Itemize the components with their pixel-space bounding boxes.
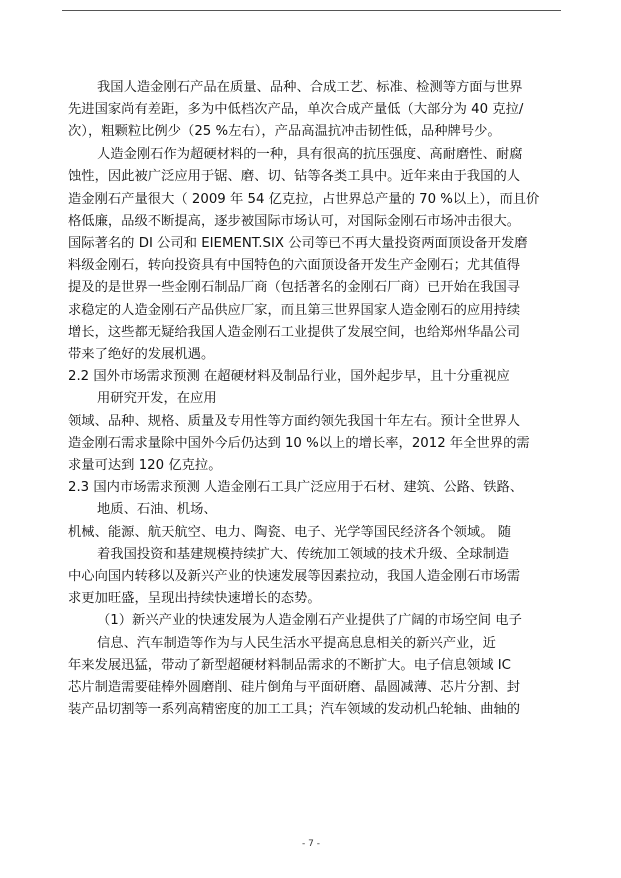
body-line: 中心向国内转移以及新兴产业的快速发展等因素拉动，我国人造金刚石市场需 [68, 569, 521, 584]
body-line: 国际著名的 DI 公司和 EIEMENT.SIX 公司等已不再大量投资两面顶设备开发磨 [68, 236, 528, 251]
body-line: 增长，这些都无疑给我国人造金刚石工业提供了发展空间，也给郑州华晶公司 [68, 325, 521, 340]
body-line: 造金刚石需求量除中国外今后仍达到 10 %以上的增长率，2012 年全世界的需 [68, 436, 530, 451]
body-line: 地质、石油、机场、 [97, 502, 217, 517]
body-line: 求量可达到 120 亿克拉。 [68, 458, 222, 473]
body-line: 用研究开发，在应用 [97, 391, 217, 406]
body-line: 年来发展迅猛，带动了新型超硬材料制品需求的不断扩大。电子信息领域 IC [68, 658, 511, 673]
body-line: 求更加旺盛，呈现出持续快速增长的态势。 [68, 591, 321, 606]
body-line: 格低廉，品级不断提高，逐步被国际市场认可，对国际金刚石市场冲击很大。 [68, 214, 521, 229]
body-line: 造金刚石产量很大（ 2009 年 54 亿克拉，占世界总产量的 70 %以上），而且价 [68, 192, 540, 207]
body-line: 次），粗颗粒比例少（25 %左右），产品高温抗冲击韧性低，品种牌号少。 [68, 124, 501, 139]
body-line: 人造金刚石作为超硬材料的一种，具有很高的抗压强度、高耐磨性、耐腐 [97, 147, 523, 162]
page-number: - 7 - [302, 839, 320, 849]
body-line: 装产品切割等一系列高精密度的加工工具；汽车领域的发动机凸轮轴、曲轴的 [68, 702, 521, 717]
body-line: 机械、能源、航天航空、电力、陶瓷、电子、光学等国民经济各个领域。 随 [68, 525, 512, 540]
section-heading-2-2: 2.2 国外市场需求预测 在超硬材料及制品行业，国外起步早，且十分重视应 [68, 369, 510, 384]
body-line: 我国人造金刚石产品在质量、品种、合成工艺、标准、检测等方面与世界 [97, 80, 523, 95]
subsection-heading-1: （1）新兴产业的快速发展为人造金刚石产业提供了广阔的市场空间 电子 [97, 613, 522, 628]
body-line: 求稳定的人造金刚石产品供应厂家，而且第三世界国家人造金刚石的应用持续 [68, 303, 521, 318]
body-line: 料级金刚石，转向投资具有中国特色的六面顶设备开发生产金刚石；尤其值得 [68, 258, 521, 273]
body-line: 蚀性，因此被广泛应用于锯、磨、切、钻等各类工具中。近年来由于我国的人 [68, 169, 521, 184]
header-rule [62, 10, 561, 11]
body-line: 先进国家尚有差距，多为中低档次产品，单次合成产量低（大部分为 40 克拉/ [68, 102, 524, 117]
section-heading-2-3: 2.3 国内市场需求预测 人造金刚石工具广泛应用于石材、建筑、公路、铁路、 [68, 480, 524, 495]
body-line: 领域、品种、规格、质量及专用性等方面约领先我国十年左右。预计全世界人 [68, 414, 521, 429]
body-line: 着我国投资和基建规模持续扩大、传统加工领域的技术升级、全球制造 [97, 547, 510, 562]
body-line: 提及的是世界一些金刚石制品厂商（包括著名的金刚石厂商）已开始在我国寻 [68, 280, 521, 295]
body-line: 芯片制造需要硅棒外圆磨削、硅片倒角与平面研磨、晶圆减薄、芯片分割、封 [68, 680, 521, 695]
body-line: 信息、汽车制造等作为与人民生活水平提高息息相关的新兴产业，近 [97, 636, 496, 651]
body-line: 带来了绝好的发展机遇。 [68, 347, 215, 362]
